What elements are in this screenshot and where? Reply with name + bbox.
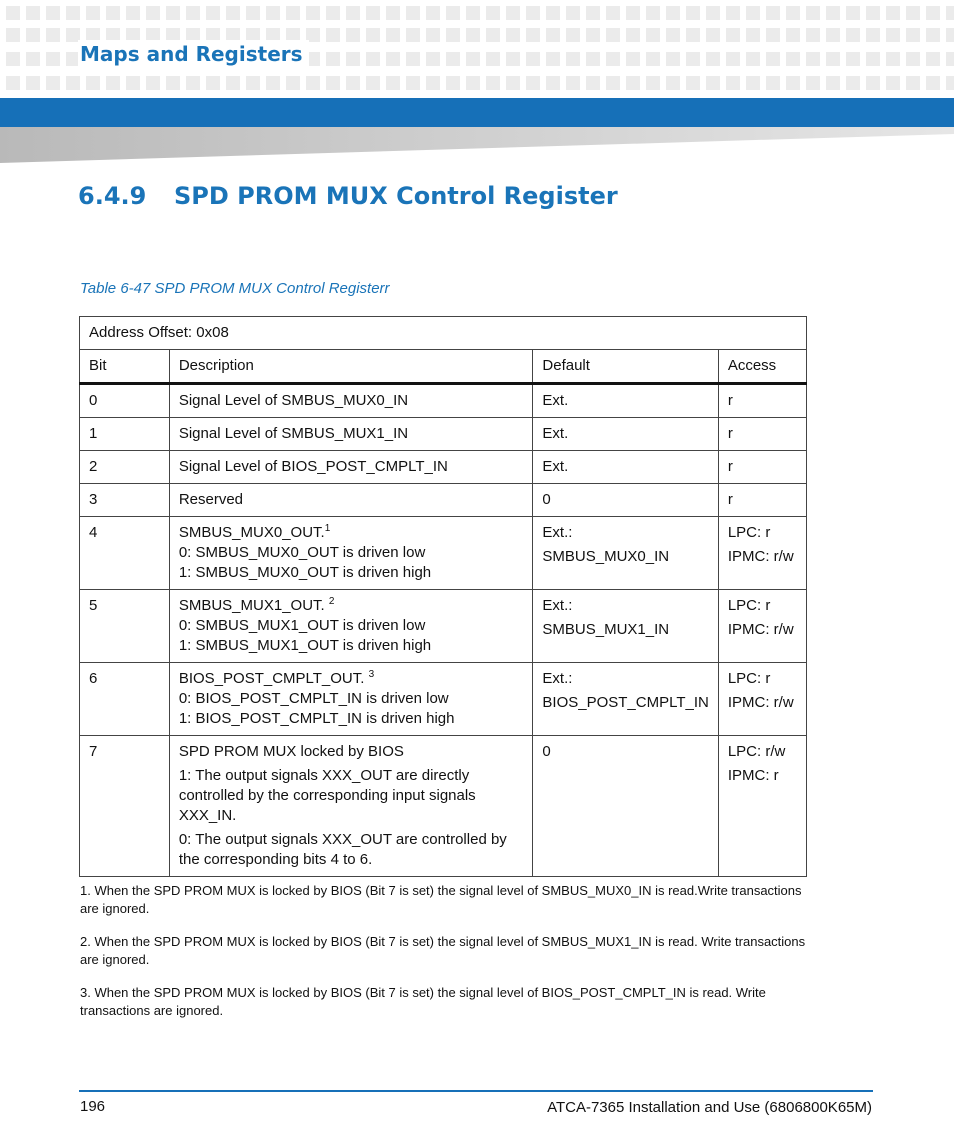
access-line: IPMC: r/w	[727, 621, 794, 638]
column-header-access: Access	[718, 350, 806, 384]
default-line: 0	[542, 743, 551, 760]
footnote-ref: 3	[368, 669, 375, 680]
access-line: LPC: r/w	[727, 743, 786, 760]
default-line: Ext.:	[542, 524, 573, 541]
footnote-ref: 2	[328, 596, 335, 607]
default-line: Ext.:	[542, 670, 573, 687]
description-cell	[169, 451, 533, 484]
access-line: r	[727, 491, 733, 508]
table-body	[80, 384, 807, 877]
column-header-description: Description	[169, 350, 533, 384]
description-cell	[169, 484, 533, 517]
access-line: LPC: r	[727, 597, 771, 614]
default-line: Ext.:	[542, 597, 573, 614]
access-line: r	[727, 458, 733, 475]
table-row	[80, 663, 807, 736]
default-line: SMBUS_MUX0_IN	[542, 548, 670, 565]
description-line: 1: The output signals XXX_OUT are directly controlled by the corresponding input signals XXX_IN.	[178, 767, 476, 824]
bit-cell: 1	[80, 418, 170, 451]
description-line: 0: The output signals XXX_OUT are controlled by the corresponding bits 4 to 6.	[178, 831, 507, 868]
default-line: SMBUS_MUX1_IN	[542, 621, 670, 638]
description-title	[179, 596, 524, 616]
table-header-row	[80, 350, 807, 384]
description-line: 0: SMBUS_MUX0_OUT is driven low	[178, 544, 426, 561]
bit-cell: 3	[80, 484, 170, 517]
description-title	[179, 669, 524, 689]
bit-cell: 4	[80, 517, 170, 590]
default-line: BIOS_POST_CMPLT_IN	[542, 694, 709, 711]
access-cell	[718, 663, 806, 736]
table-row	[80, 451, 807, 484]
access-cell	[718, 736, 806, 877]
description-cell	[169, 736, 533, 877]
footnote-1: 1. When the SPD PROM MUX is locked by BIOS (Bit 7 is set) the signal level of SMBUS_MUX0_IN is read.Write transactions are ignored.	[80, 883, 802, 916]
column-header-default: Default	[533, 350, 718, 384]
table-row	[80, 736, 807, 877]
description-line: 0: BIOS_POST_CMPLT_IN is driven low	[178, 690, 449, 707]
description-cell	[169, 517, 533, 590]
footer-rule	[79, 1090, 873, 1092]
description-title-text: SMBUS_MUX1_OUT.	[178, 597, 329, 614]
bit-cell: 7	[80, 736, 170, 877]
access-line: IPMC: r/w	[727, 694, 794, 711]
default-cell	[533, 384, 718, 418]
table-row	[80, 590, 807, 663]
access-line: r	[727, 392, 733, 409]
description-cell	[169, 590, 533, 663]
description-title-text: BIOS_POST_CMPLT_OUT.	[178, 670, 369, 687]
address-offset-row	[80, 317, 807, 350]
access-line: LPC: r	[727, 524, 771, 541]
default-line: Ext.	[542, 425, 569, 442]
description-cell	[169, 663, 533, 736]
default-cell	[533, 590, 718, 663]
access-cell	[718, 451, 806, 484]
default-cell	[533, 451, 718, 484]
access-cell	[718, 517, 806, 590]
default-line: Ext.	[542, 392, 569, 409]
access-cell	[718, 484, 806, 517]
default-cell	[533, 663, 718, 736]
description-line: Signal Level of SMBUS_MUX1_IN	[178, 425, 409, 442]
description-line: Signal Level of SMBUS_MUX0_IN	[178, 392, 409, 409]
bit-cell: 5	[80, 590, 170, 663]
bit-cell: 6	[80, 663, 170, 736]
header-blue-bar	[0, 98, 954, 127]
access-cell	[718, 384, 806, 418]
description-title	[179, 742, 524, 762]
access-line: LPC: r	[727, 670, 771, 687]
default-cell	[533, 736, 718, 877]
access-cell	[718, 590, 806, 663]
description-line: Signal Level of BIOS_POST_CMPLT_IN	[178, 458, 448, 475]
description-title-text: SPD PROM MUX locked by BIOS	[178, 743, 404, 760]
description-line: 1: SMBUS_MUX1_OUT is driven high	[178, 637, 432, 654]
description-line: 1: BIOS_POST_CMPLT_IN is driven high	[178, 710, 455, 727]
table-row	[80, 484, 807, 517]
header-grey-wedge	[0, 127, 954, 163]
heading-number: 6.4.9	[78, 182, 147, 210]
address-offset-cell: Address Offset: 0x08	[80, 317, 807, 350]
default-cell	[533, 418, 718, 451]
description-title-text: SMBUS_MUX0_OUT.	[178, 524, 325, 541]
default-cell	[533, 517, 718, 590]
description-cell	[169, 418, 533, 451]
section-title: Maps and Registers	[78, 40, 309, 70]
description-line: Reserved	[178, 491, 244, 508]
default-line: Ext.	[542, 458, 569, 475]
footnote-2: 2. When the SPD PROM MUX is locked by BIOS (Bit 7 is set) the signal level of SMBUS_MUX1_IN is read. Write transactions are ignored.	[80, 934, 806, 967]
page-number: 196	[80, 1098, 106, 1115]
default-line: 0	[542, 491, 551, 508]
table-row	[80, 384, 807, 418]
heading-title: SPD PROM MUX Control Register	[174, 182, 618, 210]
access-line: IPMC: r/w	[727, 548, 794, 565]
access-line: IPMC: r	[727, 767, 779, 784]
table-caption: Table 6-47 SPD PROM MUX Control Registerr	[80, 280, 390, 297]
bit-cell: 2	[80, 451, 170, 484]
description-line: 1: SMBUS_MUX0_OUT is driven high	[178, 564, 432, 581]
bit-cell: 0	[80, 384, 170, 418]
description-cell	[169, 384, 533, 418]
document-title: ATCA-7365 Installation and Use (6806800K65M)	[547, 1099, 872, 1116]
table-row	[80, 418, 807, 451]
page-heading	[78, 182, 618, 210]
access-line: r	[727, 425, 733, 442]
access-cell	[718, 418, 806, 451]
description-line: 0: SMBUS_MUX1_OUT is driven low	[178, 617, 426, 634]
footnote-ref: 1	[324, 523, 331, 534]
register-table	[79, 316, 807, 877]
footnote-3: 3. When the SPD PROM MUX is locked by BIOS (Bit 7 is set) the signal level of BIOS_POST_CMPLT_IN is read. Write transactions are ignored.	[80, 985, 766, 1018]
table-row	[80, 517, 807, 590]
description-title	[179, 523, 524, 543]
default-cell	[533, 484, 718, 517]
column-header-bit: Bit	[80, 350, 170, 384]
